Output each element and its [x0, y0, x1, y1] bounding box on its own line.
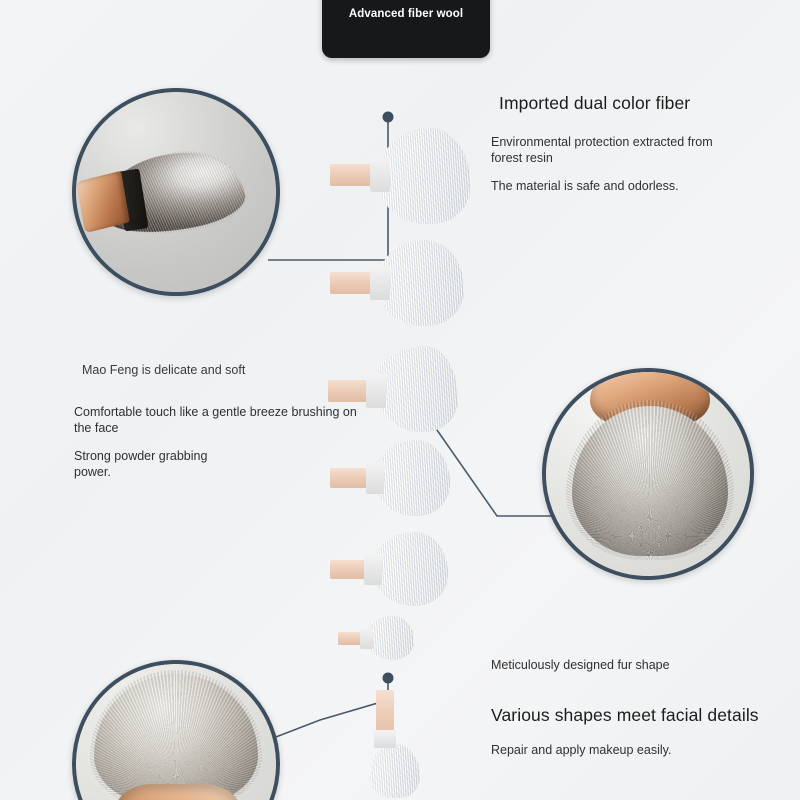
callout-image	[546, 372, 750, 576]
brush-hair-texture	[378, 128, 470, 224]
brush-ferrule	[76, 171, 130, 233]
brush-ferrule	[366, 462, 384, 494]
brush-ferrule	[116, 784, 240, 800]
callout-dark-flat-brush	[72, 88, 280, 296]
section-mao-feng-line-1: Comfortable touch like a gentle breeze brushing on the face	[74, 405, 357, 435]
brush-ferrule	[364, 554, 382, 585]
brush-ferrule	[360, 628, 373, 649]
brush-tapered-medium	[330, 532, 448, 606]
section-mao-feng-line-2: Strong powder grabbing power.	[74, 449, 208, 479]
brush-hair-texture	[90, 670, 262, 800]
badge-label: Advanced fiber wool	[348, 8, 464, 20]
brush-hair-texture	[378, 240, 464, 326]
brush-ferrule	[366, 374, 386, 408]
callout-bottom-fluffy-brush	[72, 660, 280, 800]
brush-flat-foundation	[330, 440, 450, 516]
brush-hair-texture	[374, 440, 450, 516]
brush-hair-texture	[370, 744, 420, 798]
brush-ferrule	[370, 266, 390, 300]
callout-image	[76, 664, 276, 800]
brush-hair-texture	[374, 346, 458, 432]
brush-round-blush	[330, 240, 464, 326]
callout-image	[76, 92, 276, 292]
section-imported-dual-color-fiber-line-1: Environmental protection extracted from forest resin	[491, 135, 713, 165]
brush-ferrule	[374, 730, 396, 748]
section-imported-dual-color-fiber-line-2: The material is safe and odorless.	[491, 179, 679, 193]
section-mao-feng-heading: Mao Feng is delicate and soft	[82, 363, 246, 377]
brush-eye-blender	[330, 690, 420, 798]
brush-hair-texture	[366, 616, 414, 660]
brush-hair-texture	[566, 400, 734, 560]
brush-hair-texture	[372, 532, 448, 606]
section-fur-shape-heading: Meticulously designed fur shape	[491, 658, 670, 672]
brush-ferrule	[370, 158, 390, 192]
brush-tapered-large	[330, 128, 470, 224]
section-fur-shape-line-2: Repair and apply makeup easily.	[491, 743, 672, 757]
callout-grey-dome-brush	[542, 368, 754, 580]
brush-small-detail	[338, 616, 414, 660]
section-imported-dual-color-fiber-heading: Imported dual color fiber	[499, 93, 691, 113]
section-fur-shape-line-1: Various shapes meet facial details	[491, 705, 759, 725]
advanced-fiber-wool-badge	[322, 0, 490, 58]
